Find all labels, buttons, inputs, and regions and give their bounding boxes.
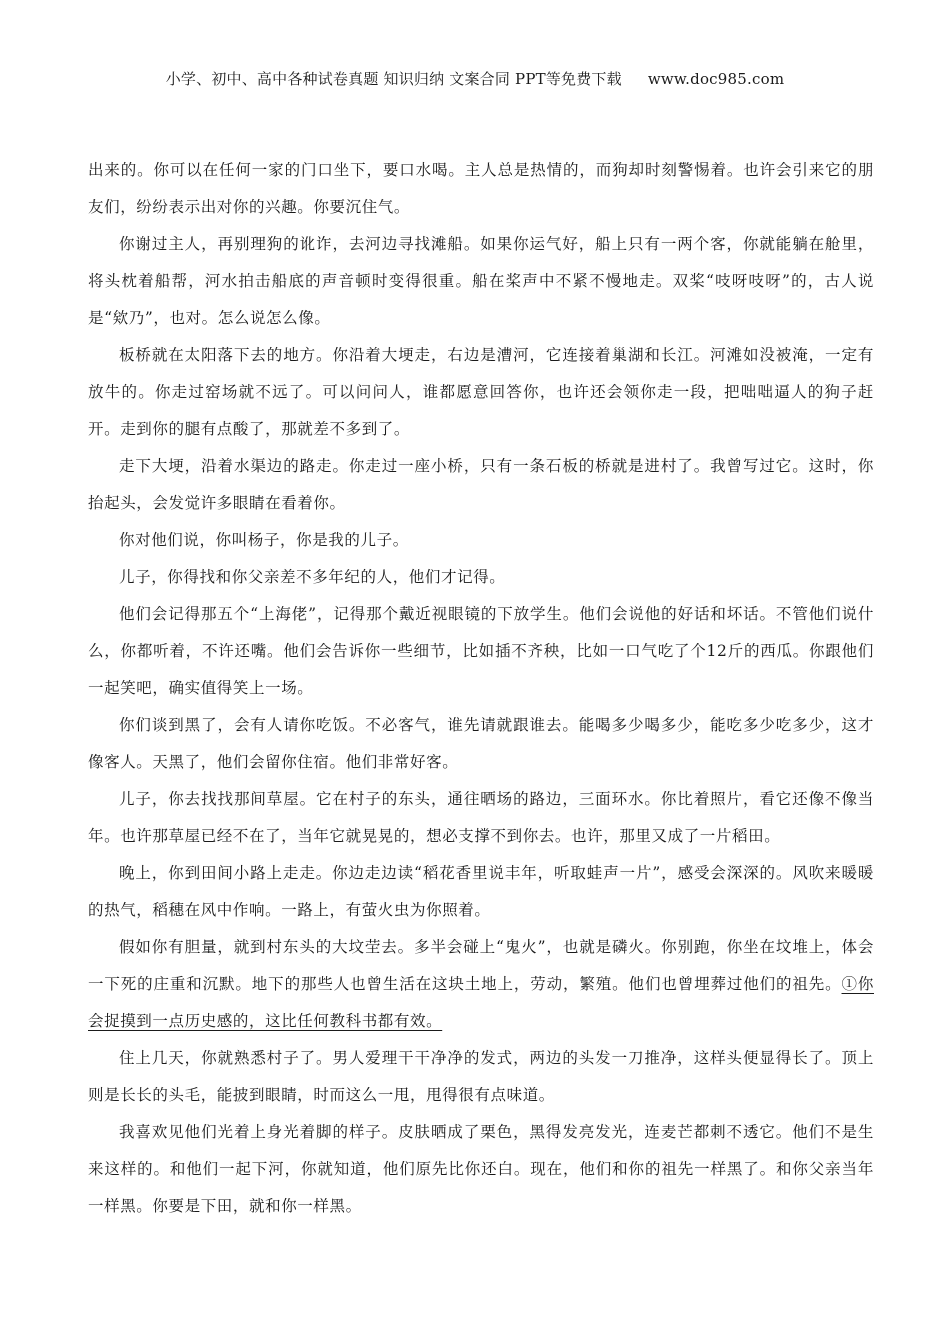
paragraph-6: 儿子，你得找和你父亲差不多年纪的人，他们才记得。	[119, 568, 506, 586]
paragraph-11	[88, 929, 874, 1040]
underlined-question-sentence: ①你会捉摸到一点历史感的，这比任何教科书都有效。	[88, 975, 874, 1030]
paragraph-10: 晚上，你到田间小路上走走。你边走边读“稻花香里说丰年，听取蛙声一片”，感受会深深的。风吹来暖暖的热气，稻穗在风中作响。一路上，有萤火虫为你照着。	[88, 864, 874, 919]
paragraph-8: 你们谈到黑了，会有人请你吃饭。不必客气，谁先请就跟谁去。能喝多少喝多少，能吃多少吃多少，这才像客人。天黑了，他们会留你住宿。他们非常好客。	[88, 716, 874, 771]
page-header	[0, 68, 950, 89]
paragraph-5: 你对他们说，你叫杨子，你是我的儿子。	[119, 531, 409, 549]
paragraph-9: 儿子，你去找找那间草屋。它在村子的东头，通往晒场的路边，三面环水。你比着照片，看它还像不像当年。也许那草屋已经不在了，当年它就晃晃的，想必支撑不到你去。也许，那里又成了一片稻田。	[88, 790, 874, 845]
paragraph-13: 我喜欢见他们光着上身光着脚的样子。皮肤晒成了栗色，黑得发亮发光，连麦芒都刺不透它。他们不是生来这样的。和他们一起下河，你就知道，他们原先比你还白。现在，他们和你的祖先一样黑了。和你父亲当年一样黑。你要是下田，就和你一样黑。	[88, 1123, 874, 1215]
paragraph-1: 出来的。你可以在任何一家的门口坐下，要口水喝。主人总是热情的，而狗却时刻警惕着。也许会引来它的朋友们，纷纷表示出对你的兴趣。你要沉住气。	[88, 161, 874, 216]
article-body	[88, 152, 874, 1225]
paragraph-12: 住上几天，你就熟悉村子了。男人爱理干干净净的发式，两边的头发一刀推净，这样头便显得长了。顶上则是长长的头毛，能披到眼睛，时而这么一甩，甩得很有点味道。	[88, 1049, 874, 1104]
paragraph-7: 他们会记得那五个“上海佬”，记得那个戴近视眼镜的下放学生。他们会说他的好话和坏话。不管他们说什么，你都听着，不许还嘴。他们会告诉你一些细节，比如插不齐秧，比如一口气吃了个12斤的西瓜。你跟他们一起笑吧，确实值得笑上一场。	[88, 605, 874, 697]
paragraph-3: 板桥就在太阳落下去的地方。你沿着大埂走，右边是漕河，它连接着巢湖和长江。河滩如没被淹，一定有放牛的。你走过窑场就不远了。可以问问人，谁都愿意回答你，也许还会领你走一段，把咄咄逼人的狗子赶开。走到你的腿有点酸了，那就差不多到了。	[88, 346, 874, 438]
header-text: 小学、初中、高中各种试卷真题 知识归纳 文案合同 PPT等免费下载	[165, 70, 622, 88]
paragraph-11-text: 假如你有胆量，就到村东头的大坟茔去。多半会碰上“鬼火”，也就是磷火。你别跑，你坐在坟堆上，体会一下死的庄重和沉默。地下的那些人也曾生活在这块土地上，劳动，繁殖。他们也曾埋葬过他们的祖先。	[88, 938, 874, 993]
header-site-url: www.doc985.com	[647, 70, 785, 88]
paragraph-2: 你谢过主人，再别理狗的讹诈，去河边寻找滩船。如果你运气好，船上只有一两个客，你就能躺在舱里，将头枕着船帮，河水拍击船底的声音顿时变得很重。船在桨声中不紧不慢地走。双桨“吱呀吱呀”的，古人说是“欸乃”，也对。怎么说怎么像。	[88, 235, 874, 327]
paragraph-4: 走下大埂，沿着水渠边的路走。你走过一座小桥，只有一条石板的桥就是进村了。我曾写过它。这时，你抬起头，会发觉许多眼睛在看着你。	[88, 457, 874, 512]
